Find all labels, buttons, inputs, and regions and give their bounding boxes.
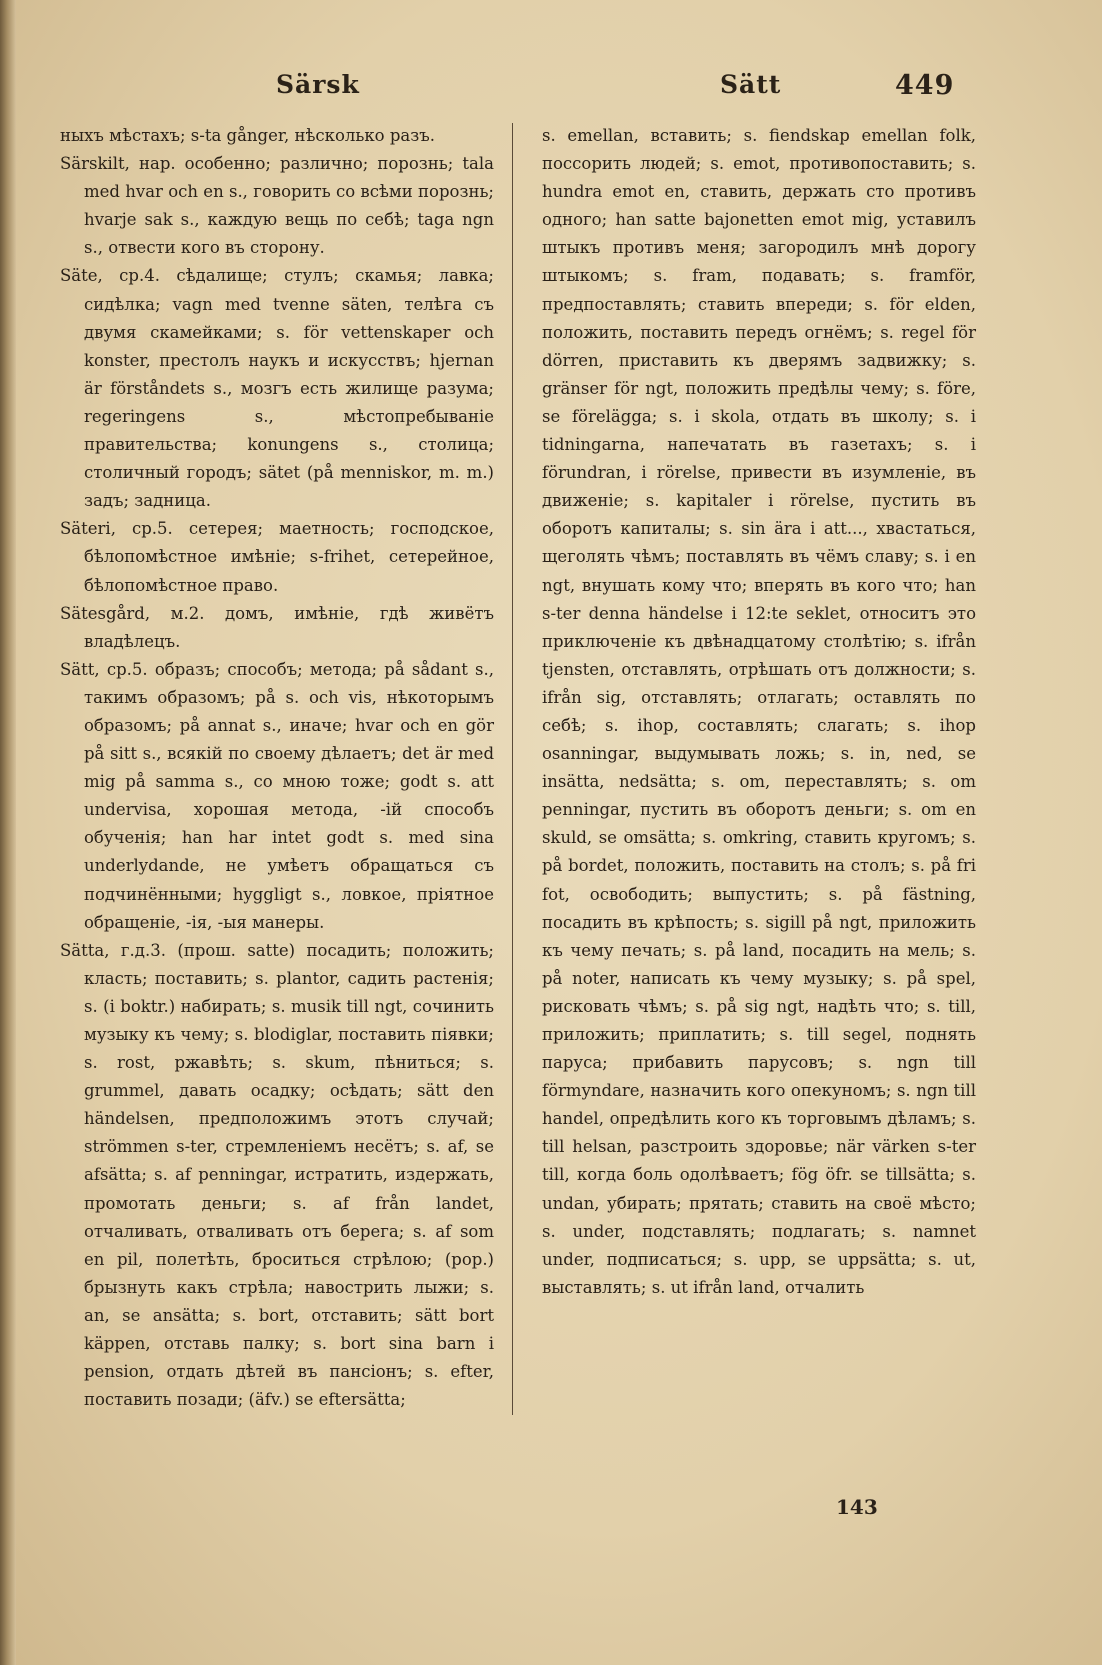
running-head-right: Sätt bbox=[720, 70, 782, 99]
page-number: 449 bbox=[895, 70, 955, 101]
column-divider bbox=[512, 123, 513, 1415]
entry-sarskilt: Särskilt, нар. особенно; различно; порознь; tala med hvar och en s., говорить со всѣми порознь; hvarje sak s., каждую вещь по себѣ; taga ngn s., отвести кого въ сторону. bbox=[60, 154, 494, 258]
entry-satta: Sätta, г.д.3. (прош. satte) посадить; положить; класть; поставить; s. plantor, садить растенія; s. (i boktr.) набирать; s. musik till ngt, сочинить музыку къ чему; s. blodiglar, поставить піявки; s. rost, ржавѣть; s. skum, пѣниться; s. grummel, давать осадку; осѣдать; sätt den händelsen, предположимъ этотъ случай; strömmen s-ter, стремленіемъ несётъ; s. af, se afsätta; s. af penningar, истратить, издержать, промотать деньги; s. af från landet, отчаливать, отваливать отъ берега; s. af som en pil, полетѣть, броситься стрѣлою; (pop.) брызнуть какъ стрѣла; навострить лыжи; s. an, se ansätta; s. bort, отставить; sätt bort käppen, отставь палку; s. bort sina barn i pension, отдать дѣтей въ пансіонъ; s. efter, поставить позади; (äfv.) se eftersätta; bbox=[60, 940, 494, 1410]
entry-sate: Säte, ср.4. сѣдалище; стулъ; скамья; лавка; сидѣлка; vagn med tvenne säten, телѣга съ двумя скамейками; s. för vettenskaper och konster, престолъ наукъ и искусствъ; hjernan är förståndets s., мозгъ есть жилище разума; regeringens s., мѣстопребываніе правительства; konungens s., столица; столичный городъ; sätet (på menniskor, m. m.) задъ; задница. bbox=[60, 266, 494, 511]
book-spine-shadow bbox=[0, 0, 16, 1665]
left-column bbox=[60, 122, 494, 1414]
printer-signature: 143 bbox=[836, 1495, 878, 1519]
entry-continuation: ныхъ мѣстахъ; s-ta gånger, нѣсколько разъ. bbox=[60, 126, 435, 145]
entry-satt: Sätt, ср.5. образъ; способъ; метода; på sådant s., такимъ образомъ; på s. och vis, нѣкоторымъ образомъ; på annat s., иначе; hvar och en gör på sitt s., всякій по своему дѣлаетъ; det är med mig på samma s., со мною тоже; godt s. att undervisa, хорошая метода, -ій способъ обученія; han har intet godt s. med sina underlydande, не умѣетъ обращаться съ подчинёнными; hyggligt s., ловкое, пріятное обращеніе, -ія, -ыя манеры. bbox=[60, 659, 494, 932]
running-head-left: Särsk bbox=[276, 70, 360, 99]
right-column bbox=[542, 122, 976, 1302]
entry-satta-continued: s. emellan, вставить; s. fiendskap emellan folk, поссорить людей; s. emot, противопоставить; s. hundra emot en, ставить, держать сто противъ одного; han satte bajonetten emot mig, уставилъ штыкъ противъ меня; загородилъ мнѣ дорогу штыкомъ; s. fram, подавать; s. framför, предпоставлять; ставить впереди; s. för elden, положить, поставить передъ огнёмъ; s. regel för dörren, приставить къ дверямъ задвижку; s. gränser för ngt, положить предѣлы чему; s. före, se förelägga; s. i skola, отдать въ школу; s. i tidningarna, напечатать въ газетахъ; s. i förundran, i rörelse, привести въ изумленіе, въ движеніе; s. kapitaler i rörelse, пустить въ оборотъ капиталы; s. sin ära i att..., хвастаться, щеголять чѣмъ; поставлять въ чёмъ славу; s. i en ngt, внушать кому что; вперять въ кого что; han s-ter denna händelse i 12:te seklet, относитъ это приключеніе къ двѣнадцатому столѣтію; s. ifrån tjensten, отставлять, отрѣшать отъ должности; s. ifrån sig, отставлять; отлагать; оставлять по себѣ; s. ihop, составлять; слагать; s. ihop osanningar, выдумывать ложь; s. in, ned, se insätta, nedsätta; s. om, переставлять; s. om penningar, пустить въ оборотъ деньги; s. om en skuld, se omsätta; s. omkring, ставить кругомъ; s. på bordet, положить, поставить на столъ; s. på fri fot, освободить; выпустить; s. på fästning, посадить въ крѣпость; s. sigill på ngt, приложить къ чему печать; s. på land, посадить на мель; s. på noter, написать къ чему музыку; s. på spel, рисковать чѣмъ; s. på sig ngt, надѣть что; s. till, приложить; приплатить; s. till segel, поднять паруса; прибавить парусовъ; s. ngn till förmyndare, назначить кого опекуномъ; s. ngn till handel, опредѣлить кого къ торговымъ дѣламъ; s. till helsan, разстроить здоровье; när värken s-ter till, когда боль одолѣваетъ; fög öfr. se tillsätta; s. undan, убирать; прятать; ставить на своё мѣсто; s. under, подставлять; подлагать; s. namnet under, подписаться; s. upp, se uppsätta; s. ut, выставлять; s. ut ifrån land, отчалить bbox=[542, 126, 976, 1297]
entry-sateri: Säteri, ср.5. сетерея; маетность; господское, бѣлопомѣстное имѣніе; s-frihet, сетерейное, бѣлопомѣстное право. bbox=[60, 519, 494, 595]
entry-satesgard: Sätesgård, м.2. домъ, имѣніе, гдѣ живётъ владѣлецъ. bbox=[60, 603, 494, 651]
